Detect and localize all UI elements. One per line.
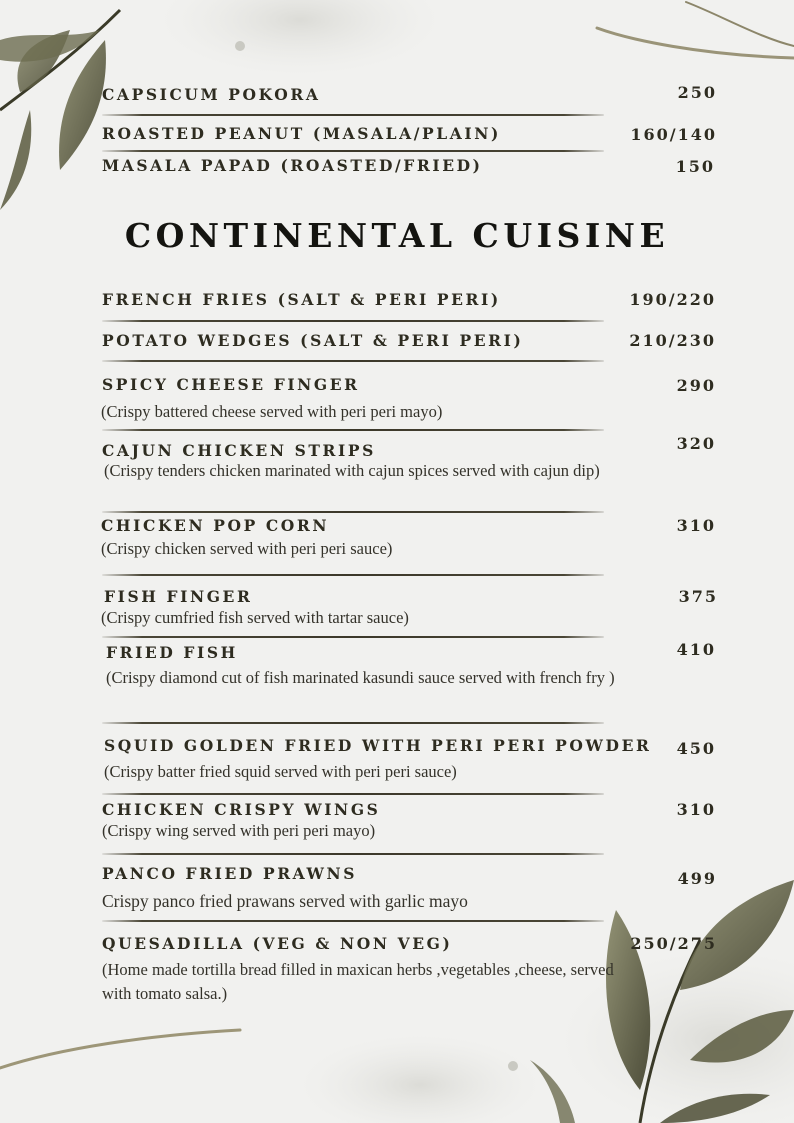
item-name: MASALA PAPAD (ROASTED/FRIED): [102, 156, 483, 175]
divider: [102, 150, 604, 152]
divider: [102, 853, 604, 855]
item-description: (Crispy tenders chicken marinated with cajun spices served with cajun dip): [104, 461, 600, 480]
item-name: CAPSICUM POKORA: [102, 85, 321, 104]
item-price: 150: [675, 157, 715, 176]
item-name: PANCO FRIED PRAWNS: [102, 864, 358, 883]
item-price: 320: [676, 434, 716, 453]
divider: [102, 722, 604, 724]
item-price: 410: [676, 640, 716, 659]
item-price: 310: [676, 800, 716, 819]
item-name: POTATO WEDGES (SALT & PERI PERI): [102, 331, 524, 350]
item-price: 210/230: [629, 331, 716, 350]
item-name: FRENCH FRIES (SALT & PERI PERI): [102, 290, 501, 309]
item-price: 250/275: [630, 934, 717, 953]
section-title: CONTINENTAL CUISINE: [124, 216, 670, 255]
divider: [102, 429, 604, 431]
item-price: 499: [677, 869, 717, 888]
item-description: (Crispy chicken served with peri peri sauce): [101, 539, 393, 558]
item-name: CHICKEN CRISPY WINGS: [102, 800, 381, 819]
item-description: Crispy panco fried prawans served with garlic mayo: [102, 891, 468, 911]
item-name: CHICKEN POP CORN: [101, 516, 330, 535]
item-price: 310: [676, 516, 716, 535]
item-name: CAJUN CHICKEN STRIPS: [102, 441, 376, 460]
item-description: (Crispy wing served with peri peri mayo): [102, 821, 376, 840]
item-description: (Crispy batter fried squid served with peri peri sauce): [104, 762, 457, 781]
divider: [102, 360, 604, 362]
item-description: (Crispy cumfried fish served with tartar sauce): [101, 608, 409, 627]
item-name: SPICY CHEESE FINGER: [102, 375, 360, 394]
item-price: 375: [678, 587, 718, 606]
divider: [102, 320, 604, 322]
item-name: SQUID GOLDEN FRIED WITH PERI PERI POWDER: [104, 736, 652, 755]
item-price: 290: [676, 376, 716, 395]
item-name: ROASTED PEANUT (MASALA/PLAIN): [102, 124, 501, 143]
item-price: 450: [676, 739, 716, 758]
item-description: (Crispy diamond cut of fish marinated kasundi sauce served with french fry ): [106, 668, 615, 687]
divider: [102, 114, 604, 116]
item-name: QUESADILLA (VEG & NON VEG): [102, 934, 453, 953]
item-name: FISH FINGER: [104, 587, 253, 606]
item-price: 160/140: [630, 125, 717, 144]
divider: [102, 511, 604, 513]
item-price: 190/220: [629, 290, 716, 309]
divider: [102, 636, 604, 638]
divider: [102, 574, 604, 576]
item-description: (Home made tortilla bread filled in maxican herbs ,vegetables ,cheese, served with tomato salsa.): [102, 960, 614, 1003]
item-description: (Crispy battered cheese served with peri peri mayo): [101, 402, 443, 421]
divider: [102, 920, 604, 922]
divider: [102, 793, 604, 795]
item-name: FRIED FISH: [106, 643, 238, 662]
item-price: 250: [677, 83, 717, 102]
